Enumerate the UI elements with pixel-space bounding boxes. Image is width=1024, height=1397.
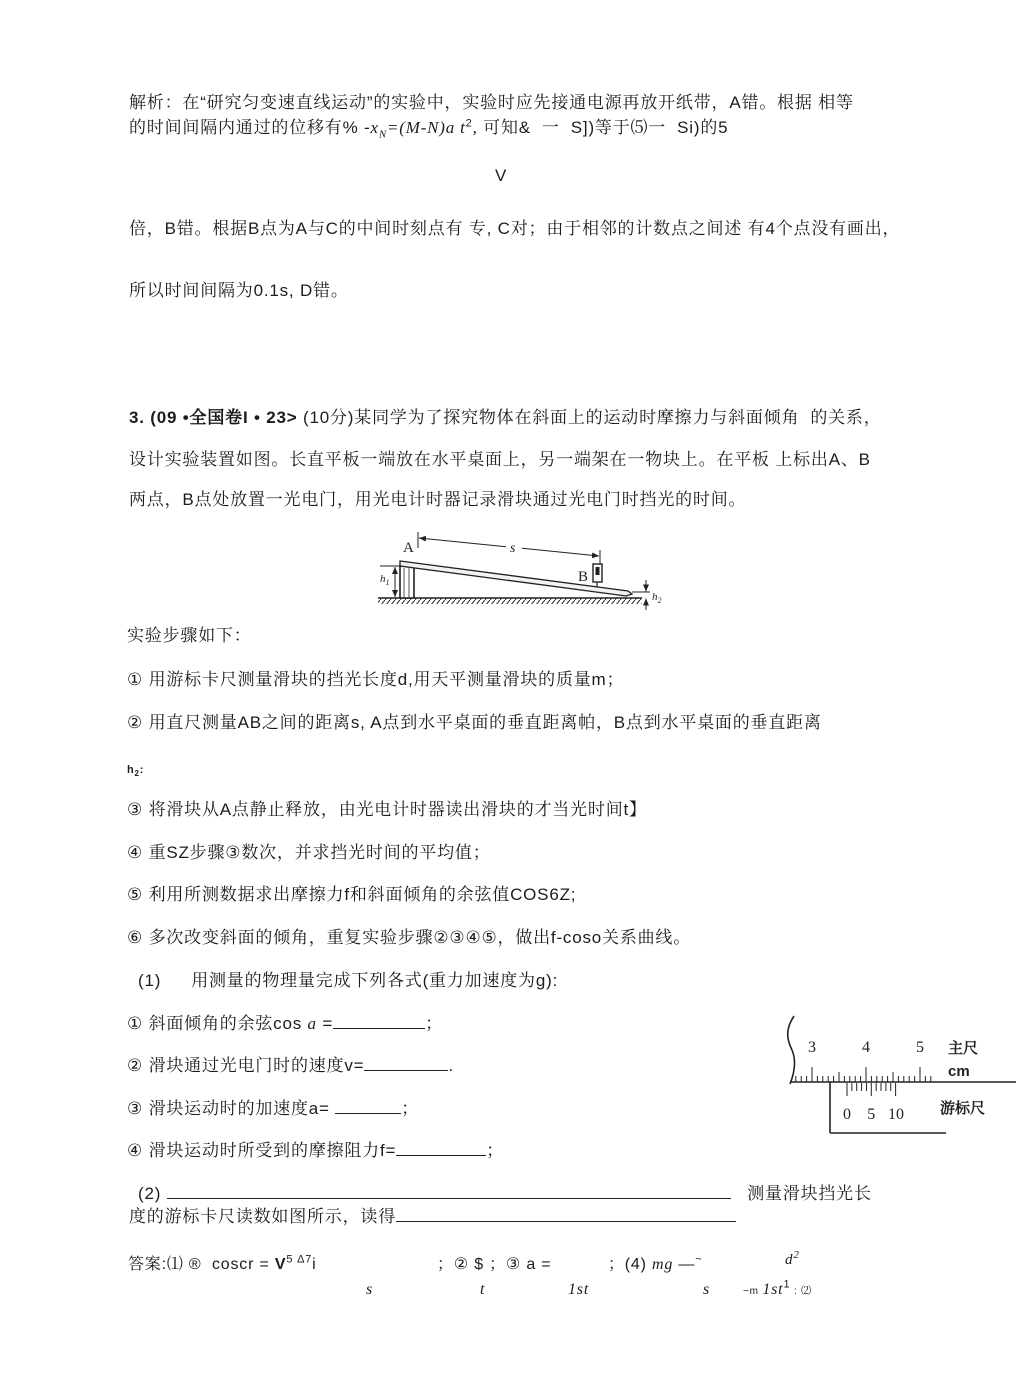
part2-line-2	[129, 1206, 736, 1227]
vernier-scale-ticks	[847, 1083, 896, 1096]
s-label: s	[510, 541, 516, 556]
analysis-line-2-pre: 的时间间隔内通过的位移有% -	[129, 118, 371, 137]
step-2: ② 用直尺测量AB之间的距离s, A点到水平桌面的垂直距离帕，B点到水平桌面的垂直距离	[127, 713, 822, 732]
answer-blank	[396, 1140, 486, 1156]
s-arrow-left	[419, 538, 506, 547]
analysis-line-2	[129, 117, 729, 141]
point-a-label: A	[403, 540, 414, 556]
vernier-label-0: 0	[843, 1106, 851, 1123]
part1-instruction: 用测量的物理量完成下列各式(重力加速度为g):	[191, 971, 559, 990]
analysis-v-mark: V	[495, 166, 508, 185]
step-6: ⑥ 多次改变斜面的倾角，重复实验步骤②③④⑤，做出f-coso关系曲线。	[127, 928, 692, 947]
answer-blank	[335, 1098, 401, 1114]
h1-label	[380, 573, 390, 587]
answer-blank	[167, 1183, 731, 1199]
analysis-line-4: 所以时间间隔为0.1s, D错。	[129, 281, 349, 300]
part1-item-3	[127, 1098, 419, 1119]
h2-label-h: h	[652, 591, 658, 603]
step-2-h: h	[127, 764, 135, 776]
answer-denominator-2: t	[480, 1281, 486, 1298]
vernier-scale-name: 游标尺	[940, 1100, 986, 1117]
support-block	[400, 566, 414, 598]
part1-item-4-end: ；	[486, 1141, 505, 1160]
step-3: ③ 将滑块从A点静止释放，由光电计时器读出滑块的才当光时间t】	[127, 800, 647, 819]
analysis-line-2-post: 可知& 一 S])等于⑸一 Si)的5	[477, 118, 729, 137]
step-2-continuation	[127, 760, 144, 780]
h2-label-sub: 2	[657, 596, 662, 605]
vernier-caliper-figure	[780, 1012, 1018, 1142]
step-2-colon: :	[139, 764, 145, 776]
part2-line-1-end: 测量滑块挡光长	[747, 1184, 872, 1203]
answer-blank	[364, 1055, 448, 1071]
part1-header	[138, 971, 558, 991]
part2-number: (2)	[138, 1184, 162, 1203]
displacement-x: x	[370, 118, 379, 137]
displacement-formula: =(M-N)a t	[387, 118, 466, 137]
steps-title: 实验步骤如下：	[127, 626, 252, 645]
point-b-label: B	[578, 569, 589, 585]
part1-item-1-end: ；	[425, 1014, 443, 1033]
break-line	[788, 1016, 795, 1084]
analysis-line-3: 倍，B错。根据B点为A与C的中间时刻点有 专, C对；由于相邻的计数点之间述 有4个点没有画出，	[129, 219, 901, 238]
answer-denominator-4: s	[703, 1281, 711, 1298]
answer-v: V	[274, 1256, 287, 1273]
answer-part3-pre: ；(4)	[608, 1256, 652, 1273]
step-4: ④ 重SZ步骤③数次，并求挡光时间的平均值；	[127, 843, 491, 862]
answer-row-1-c	[608, 1255, 702, 1275]
part1-item-4	[127, 1140, 504, 1161]
main-scale-name: 主尺	[948, 1040, 979, 1057]
answer-lead: 答案:⑴ ® coscr =	[128, 1256, 275, 1273]
answer-denominator-1: s	[366, 1281, 374, 1298]
displacement-x-sub: N	[378, 128, 387, 141]
part1-item-1-text: ① 斜面倾角的余弦cos	[127, 1014, 308, 1033]
answer-v-sup: 5 Δ7	[286, 1253, 313, 1266]
step-1: ① 用游标卡尺测量滑块的挡光长度d,用天平测量滑块的质量m；	[127, 670, 625, 689]
answer-tilde: ~	[695, 1253, 703, 1266]
part1-item-3-end: ；	[401, 1099, 420, 1118]
question-line-1	[129, 408, 882, 428]
answer-den5-pre: ~m	[743, 1286, 763, 1297]
answer-dash: —	[673, 1256, 696, 1273]
main-scale-ticks	[796, 1067, 931, 1082]
h1-label-sub: 1	[385, 578, 390, 587]
incline-apparatus-figure	[370, 528, 670, 612]
main-scale-label-4: 4	[862, 1039, 870, 1056]
answer-denominator-5	[743, 1280, 812, 1302]
displacement-comma: ,	[472, 118, 478, 137]
part1-item-2-text: ② 滑块通过光电门时的速度v=	[127, 1056, 365, 1075]
answer-den5-sup: 1	[783, 1278, 791, 1291]
part1-item-2	[127, 1055, 454, 1076]
part1-item-1-var: a	[307, 1014, 317, 1033]
part2-line-2-text: 度的游标卡尺读数如图所示，读得	[129, 1207, 396, 1226]
main-scale-label-3: 3	[808, 1039, 816, 1056]
part2-line-1	[138, 1183, 872, 1204]
question-line-1-text: (10分)某同学为了探究物体在斜面上的运动时摩擦力与斜面倾角 的关系，	[297, 408, 882, 427]
vernier-label-5: 5	[867, 1106, 876, 1123]
main-scale-label-5: 5	[916, 1039, 924, 1056]
s-arrow-right	[522, 548, 599, 556]
displacement-formula-sup: 2	[465, 117, 473, 130]
question-number: 3. (09 •全国卷I • 23>	[129, 408, 298, 427]
h2-label	[652, 591, 662, 605]
answer-row-1-a	[128, 1255, 317, 1275]
part1-item-2-end: .	[448, 1056, 454, 1075]
h1-label-h: h	[380, 573, 386, 585]
answer-den5-post: : ⑵	[790, 1286, 812, 1297]
answer-v-tail: i	[312, 1256, 317, 1273]
answer-blank	[396, 1206, 736, 1222]
question-line-3: 两点，B点处放置一光电门，用光电计时器记录滑块通过光电门时挡光的时间。	[129, 490, 747, 509]
question-line-2: 设计实验装置如图。长直平板一端放在水平桌面上，另一端架在一物块上。在平板 上标出A、B	[129, 450, 871, 469]
answer-blank	[333, 1013, 425, 1029]
table-hatching	[378, 598, 642, 604]
part1-item-1	[127, 1013, 443, 1034]
answer-row-1-b: ；② $ ；③ a =	[437, 1256, 552, 1273]
answer-denominator-3: 1st	[568, 1281, 590, 1298]
step-2-h-sub: 2	[134, 769, 140, 779]
answer-mg: mg	[652, 1256, 674, 1273]
answer-d-sup: 2	[793, 1249, 800, 1261]
vernier-label-10: 10	[888, 1106, 904, 1123]
answer-den5: 1st	[762, 1281, 784, 1298]
answer-d-squared	[785, 1250, 800, 1270]
part1-item-3-text: ③ 滑块运动时的加速度a=	[127, 1099, 336, 1118]
analysis-line-1: 解析：在“研究匀变速直线运动”的实验中，实验时应先接通电源再放开纸带，A错。根据 相等	[129, 93, 854, 112]
answer-d: d	[785, 1252, 794, 1268]
part1-item-4-text: ④ 滑块运动时所受到的摩擦阻力f=	[127, 1141, 397, 1160]
main-scale-unit: cm	[948, 1063, 970, 1080]
step-5: ⑤ 利用所测数据求出摩擦力f和斜面倾角的余弦值COS6Z;	[127, 885, 577, 904]
part1-number: (1)	[138, 971, 162, 990]
photogate-sensor	[596, 567, 600, 575]
part1-item-1-eq: =	[316, 1014, 334, 1033]
